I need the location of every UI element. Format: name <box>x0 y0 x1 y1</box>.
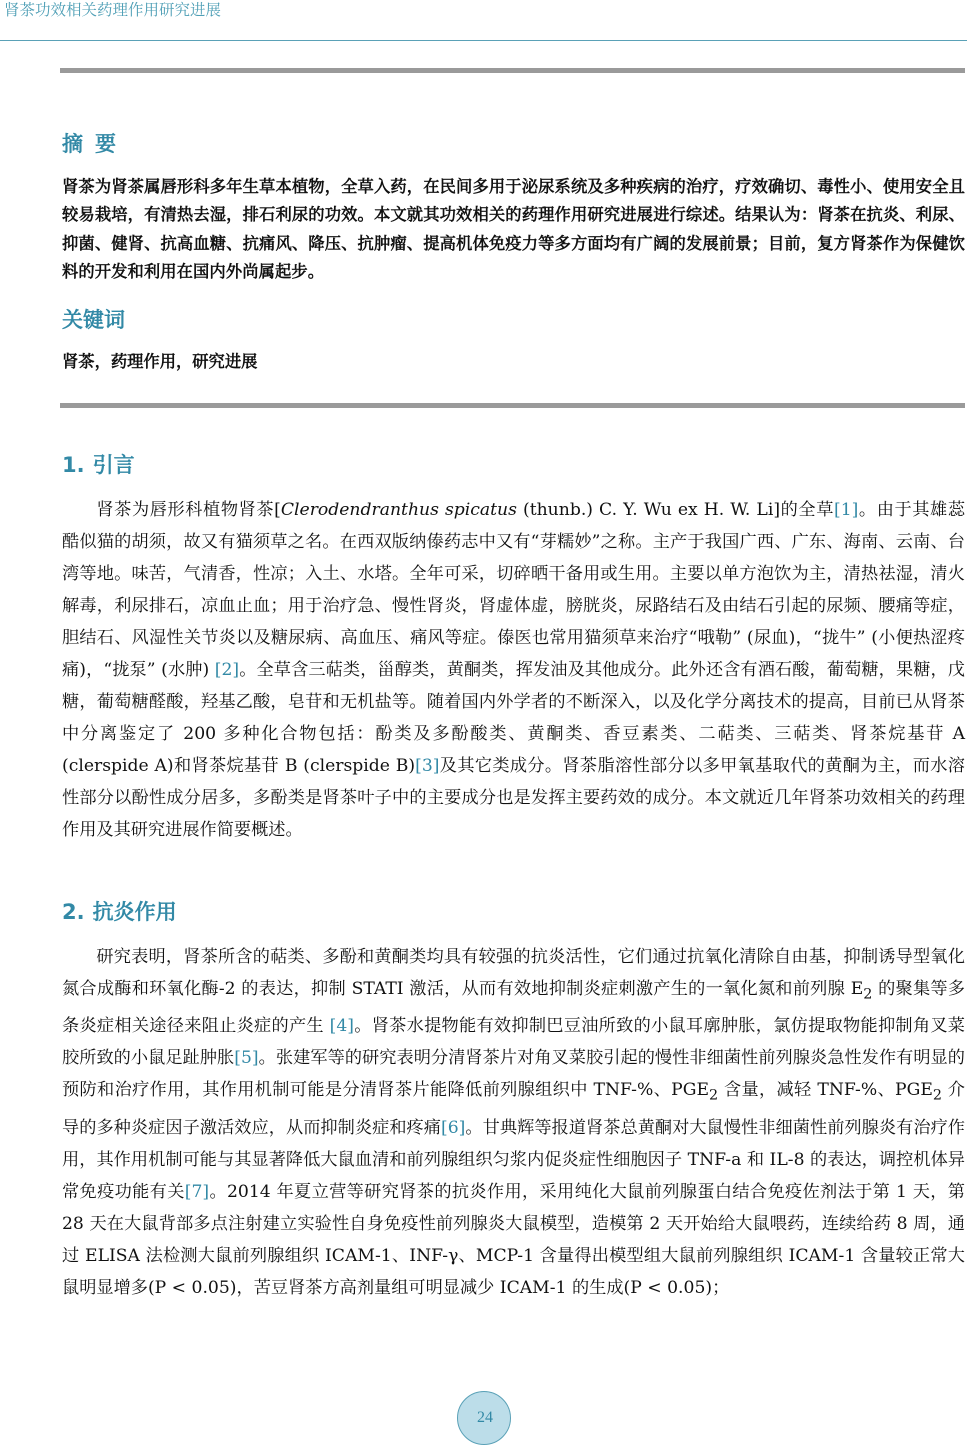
text-run: 介导的多种炎症因子激活效应，从而抑制炎症和疼痛 <box>62 1080 965 1138</box>
text-run: 的聚集等多条炎症相关途径来阻止炎症的产生 <box>62 979 965 1037</box>
subscript: 2 <box>709 1087 719 1104</box>
citation-link[interactable]: [3] <box>415 756 440 776</box>
page-number-badge <box>457 1391 511 1445</box>
anti-inflammatory-paragraph <box>62 941 965 1304</box>
text-run: (thunb.) C. Y. Wu ex H. W. Li]的全草 <box>516 500 834 520</box>
text-run: 。肾茶水提物能有效抑制巴豆油所致的小鼠耳廓肿胀，氯仿提取物能抑制角叉菜胶所致的小鼠足趾肿胀 <box>62 1016 965 1069</box>
citation-link[interactable]: [5] <box>234 1048 259 1069</box>
text-run: 。张建军等的研究表明分清肾茶片对角叉菜胶引起的慢性非细菌性前列腺炎急性发作有明显的预防和治疗作用，其作用机制可能是分清肾茶片能降低前列腺组织中 TNF-%、PGE <box>62 1048 965 1101</box>
text-run: 肾茶为唇形科植物肾茶[ <box>96 500 281 520</box>
text-run: 研究表明，肾茶所含的萜类、多酚和黄酮类均具有较强的抗炎活性，它们通过抗氧化清除自由基，抑制诱导型氧化氮合成酶和环氧化酶-2 的表达，抑制 STATI 激活，从而有效地抑制炎症刺激产生的一氧化氮和前列腺 E <box>62 947 965 999</box>
latin-name: Clerodendranthus spicatus <box>280 500 517 520</box>
section-heading-introduction <box>62 451 135 479</box>
abstract-heading: 摘要 <box>62 132 128 156</box>
introduction-paragraph <box>62 494 965 846</box>
citation-link[interactable]: [2] <box>214 660 240 680</box>
section-heading-anti-inflammatory <box>62 898 177 926</box>
subscript: 2 <box>863 986 873 1003</box>
section-number: 1. <box>62 453 85 477</box>
top-divider <box>60 68 965 73</box>
text-run: 。2014 年夏立营等研究肾茶的抗炎作用，采用纯化大鼠前列腺蛋白结合免疫佐剂法于第 1 天，第 28 天在大鼠背部多点注射建立实验性自身免疫性前列腺炎大鼠模型，造模第 2 天开始给大鼠喂药，连续给药 8 周，通过 ELISA 法检测大鼠前列腺组织 ICAM-1、INF-γ、MCP-1 含量得出模型组大鼠前列腺组织 ICAM-1 含量较正常大鼠明显增多(P < 0.05)，苦豆肾茶方高剂量组可明显减少 ICAM-1 的生成(P < 0.05)； <box>62 1181 965 1298</box>
subscript: 2 <box>932 1087 942 1104</box>
page-number: 24 <box>477 1409 493 1426</box>
citation-link[interactable]: [1] <box>833 500 859 520</box>
citation-link[interactable]: [6] <box>441 1117 466 1138</box>
running-header <box>0 0 967 41</box>
text-run: 。甘典辉等报道肾茶总黄酮对大鼠慢性非细菌性前列腺炎有治疗作用，其作用机制可能与其显著降低大鼠血清和前列腺组织匀浆内促炎症性细胞因子 TNF-a 和 IL-8 的表达，调控机体异常免疫功能有关 <box>62 1117 965 1202</box>
citation-link[interactable]: [4] <box>329 1016 354 1037</box>
bottom-divider <box>60 403 965 408</box>
section-title: 抗炎作用 <box>92 900 177 924</box>
running-title: 肾茶功效相关药理作用研究进展 <box>4 1 222 19</box>
keywords-text: 肾茶，药理作用，研究进展 <box>62 352 258 371</box>
text-run: 。全草含三萜类，甾醇类，黄酮类，挥发油及其他成分。此外还含有酒石酸，葡萄糖，果糖，戊糖，葡萄糖醛酸，羟基乙酸，皂苷和无机盐等。随着国内外学者的不断深入，以及化学分离技术的提高，目前已从肾茶中分离鉴定了 200 多种化合物包括：酚类及多酚酸类、黄酮类、香豆素类、二萜类、三萜类、肾茶烷基苷 A (clerspide A)和肾茶烷基苷 B (clerspide B) <box>62 660 965 776</box>
section-number: 2. <box>62 900 85 924</box>
text-run: 。由于其雄蕊酷似猫的胡须，故又有猫须草之名。在西双版纳傣药志中又有“芽糯妙”之称。主产于我国广西、广东、海南、云南、台湾等地。味苦，气清香，性凉；入土、水塔。全年可采，切碎晒干备用或生用。主要以单方泡饮为主，清热祛湿，清火解毒，利尿排石，凉血止血；用于治疗急、慢性肾炎，肾虚体虚，膀胱炎，尿路结石及由结石引起的尿频、腰痛等症，胆结石、风湿性关节炎以及糖尿病、高血压、痛风等症。傣医也常用猫须草来治疗“哦勒” (尿血)，“拢牛” (小便热涩疼痛)，“拢泵” (水肿) <box>62 500 966 680</box>
citation-link[interactable]: [7] <box>184 1181 210 1202</box>
text-run: 含量，减轻 TNF-%、PGE <box>718 1080 933 1101</box>
text-run: 及其它类成分。肾茶脂溶性部分以多甲氧基取代的黄酮为主，而水溶性部分以酚性成分居多，多酚类是肾茶叶子中的主要成分也是发挥主要药效的成分。本文就近几年肾茶功效相关的药理作用及其研究进展作简要概述。 <box>62 756 965 840</box>
abstract-text: 肾茶为肾茶属唇形科多年生草本植物，全草入药，在民间多用于泌尿系统及多种疾病的治疗，疗效确切、毒性小、使用安全且较易栽培，有清热去湿，排石利尿的功效。本文就其功效相关的药理作用研究进展进行综述。结果认为：肾茶在抗炎、利尿、抑菌、健肾、抗高血糖、抗痛风、降压、抗肿瘤、提高机体免疫力等多方面均有广阔的发展前景；目前，复方肾茶作为保健饮料的开发和利用在国内外尚属起步。 <box>62 177 965 281</box>
section-title: 引言 <box>92 453 135 477</box>
keywords-heading: 关键词 <box>62 308 125 332</box>
